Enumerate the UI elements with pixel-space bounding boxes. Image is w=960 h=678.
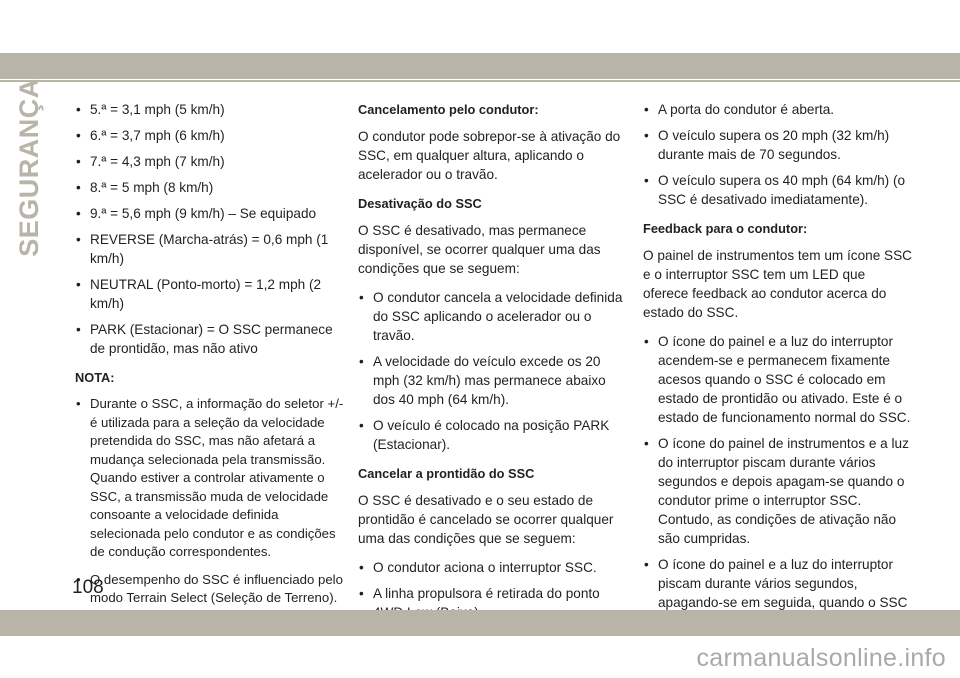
note-heading: NOTA:: [75, 370, 115, 385]
list-item: • 5.ª = 3,1 mph (5 km/h): [75, 100, 345, 119]
list-item: • O veículo é colocado na posição PARK (Estacionar).: [358, 416, 628, 454]
paragraph: O painel de instrumentos tem um ícone SSC e o interruptor SSC tem um LED que oferece feedback ao condutor acerca do estado do SSC.: [643, 248, 912, 320]
list-item: • O ícone do painel e a luz do interruptor piscam durante vários segundos, apagando-se em seguida, quando o SSC: [643, 555, 913, 650]
paragraph: O condutor pode sobrepor-se à ativação do SSC, em qualquer altura, aplicando o acelerador ou o travão.: [358, 129, 621, 182]
section-heading: Cancelamento pelo condutor:: [358, 102, 539, 117]
section-heading: Feedback para o condutor:: [643, 221, 808, 236]
page-number: 108: [72, 577, 104, 598]
list-item: • O veículo supera os 40 mph (64 km/h) (o SSC é desativado imediatamente).: [643, 171, 913, 209]
paragraph: O SSC é desativado e o seu estado de prontidão é cancelado se ocorrer qualquer uma das condições que se seguem:: [358, 493, 614, 546]
list-item: • O ícone do painel e a luz do interruptor acendem-se e permanecem fixamente acesos quando o SSC é colocado em estado de prontidão ou ativado. Este é o estado de funcionamento normal do SSC.: [643, 332, 913, 427]
deactivation-list: [358, 288, 628, 454]
list-item: • O ícone do painel de instrumentos e a luz do interruptor piscam durante vários segundos e depois apagam-se quando o condutor prime o interruptor SSC. Contudo, as condições de ativação não são cumpridas.: [643, 434, 913, 548]
list-item: • 7.ª = 4,3 mph (7 km/h): [75, 152, 345, 171]
list-item: • O veículo supera os 20 mph (32 km/h) durante mais de 70 segundos.: [643, 126, 913, 164]
feedback-list: [643, 332, 913, 650]
column-3: [643, 100, 913, 657]
section-tab-label: SEGURANÇA: [13, 77, 44, 257]
list-item: • 8.ª = 5 mph (8 km/h): [75, 178, 345, 197]
column-2: [358, 100, 628, 655]
header-rule: [0, 80, 960, 82]
list-item: • O condutor cancela a velocidade definida do SSC aplicando o acelerador ou o travão.: [358, 288, 628, 345]
list-item: • PARK (Estacionar) = O SSC permanece de prontidão, mas não ativo: [75, 320, 345, 358]
list-item: • A porta do condutor é aberta.: [643, 100, 913, 119]
list-item: • REVERSE (Marcha-atrás) = 0,6 mph (1 km/h): [75, 230, 345, 268]
list-item: • 9.ª = 5,6 mph (9 km/h) – Se equipado: [75, 204, 345, 223]
list-item: • A linha propulsora é retirada do ponto: [358, 584, 628, 622]
list-item: • O desempenho do SSC é influenciado pelo modo Terrain Select (Seleção de Terreno).: [75, 571, 345, 664]
column-1: [75, 100, 345, 672]
paragraph: O SSC é desativado, mas permanece disponível, se ocorrer qualquer uma das condições que se seguem:: [358, 223, 601, 276]
section-heading: Cancelar a prontidão do SSC: [358, 466, 535, 481]
list-item: • Durante o SSC, a informação do seletor +/- é utilizada para a seleção da velocidade pretendida do SSC, mas não afetará a mudança selecionada pela transmissão. Quando estiver a controlar ativamente o SSC, a transmissão muda de velocidade consoante a velocidade definida selecionada pelo condutor e as condições de condução correspondentes.: [75, 395, 345, 562]
watermark: carmanualsonline.info: [696, 644, 946, 672]
header-band: [0, 0, 960, 56]
list-item: • A velocidade do veículo excede os 20 mph (32 km/h) mas permanece abaixo dos 40 mph (64 km/h).: [358, 352, 628, 409]
speed-list: [75, 100, 345, 358]
section-tab: [10, 77, 48, 257]
section-heading: Desativação do SSC: [358, 196, 482, 211]
header-bar: [0, 53, 960, 79]
list-item: • NEUTRAL (Ponto-morto) = 1,2 mph (2 km/h): [75, 275, 345, 313]
cancel-list-continued: [643, 100, 913, 209]
list-item: • O condutor aciona o interruptor SSC.: [358, 558, 628, 577]
footer-bar: [0, 610, 960, 636]
list-item: • 6.ª = 3,7 mph (6 km/h): [75, 126, 345, 145]
